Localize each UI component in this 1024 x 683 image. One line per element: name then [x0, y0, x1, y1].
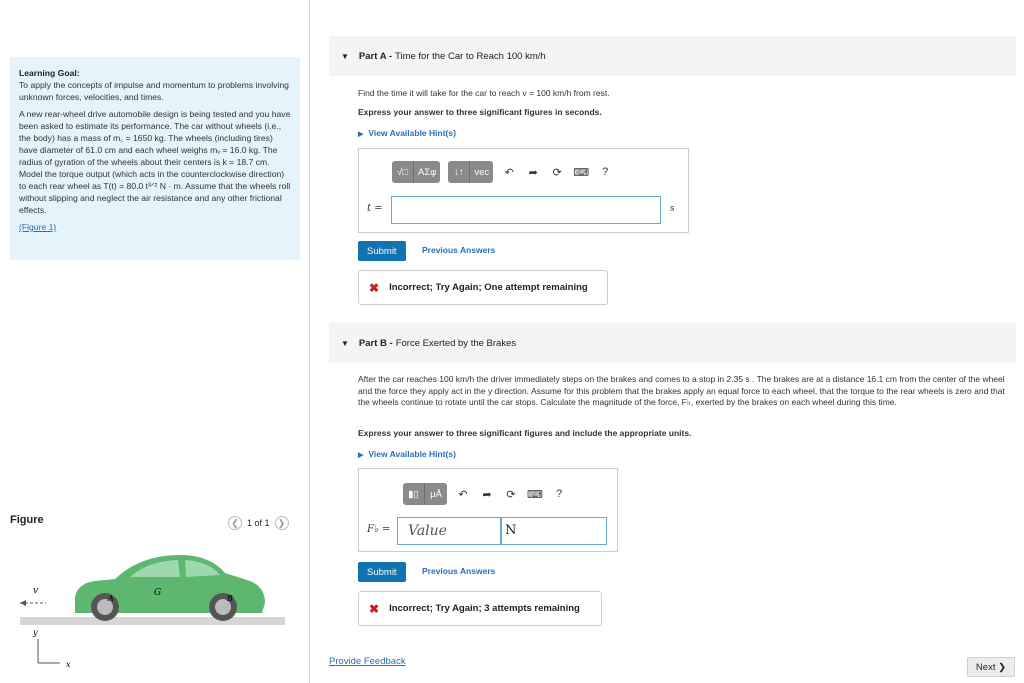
- vec-button[interactable]: vec: [474, 166, 490, 178]
- velocity-arrow: [20, 600, 26, 606]
- part-b-answer-box: [358, 468, 618, 552]
- help-icon[interactable]: ?: [602, 166, 609, 178]
- sort-group: [448, 161, 493, 183]
- goal-intro: To apply the concepts of impulse and momentum to problems involving unknown forces, velocities, and times.: [19, 80, 289, 102]
- part-a-feedback: [358, 270, 608, 305]
- part-a-hint-link[interactable]: [358, 128, 456, 138]
- learning-goal-box: [10, 57, 300, 260]
- sort-button[interactable]: ↓↑: [448, 161, 470, 183]
- part-b-title: Force Exerted by the Brakes: [395, 337, 517, 349]
- part-a-var-label: t =: [367, 203, 383, 214]
- part-b-submit-button[interactable]: Submit: [358, 562, 406, 582]
- undo-icon[interactable]: ↶: [458, 488, 468, 501]
- reset-icon[interactable]: ⟳: [552, 166, 562, 179]
- math-template-group: [392, 161, 440, 183]
- part-a-question: Find the time it will take for the car to reach v = 100 km/h from rest.: [358, 88, 610, 98]
- part-a-hint-label: View Available Hint(s): [368, 128, 456, 138]
- hint-arrow-icon: ▶: [358, 131, 364, 138]
- ground: [20, 617, 285, 625]
- redo-icon[interactable]: ➦: [482, 488, 492, 501]
- part-b-feedback: [358, 591, 602, 626]
- part-b-header[interactable]: [329, 323, 1016, 363]
- part-b-hint-label: View Available Hint(s): [368, 449, 456, 459]
- keyboard-icon[interactable]: ⌨: [527, 488, 543, 501]
- right-panel: [311, 0, 1024, 683]
- part-a-answer-input[interactable]: [391, 196, 661, 224]
- part-a-unit: s: [670, 204, 675, 214]
- next-figure-button[interactable]: ❯: [275, 516, 289, 530]
- keyboard-icon[interactable]: ⌨: [573, 166, 590, 179]
- figure-pager: [228, 516, 289, 530]
- prev-figure-button[interactable]: ❮: [228, 516, 242, 530]
- part-b-question: After the car reaches 100 km/h the driver immediately steps on the brakes and comes to a stop in 2.35 s . The brakes are at a distance 16.1 cm from the center of the wheel and the force they apply act in the y direction. Assume for this problem that the brakes apply an equal force to each wheel, that the torque to the rear wheels is zero and that the wheels continue to rotate until the car stops. Calculate the magnitude of the force, F♭, exerted by the brakes on each wheel during this time.: [358, 374, 1005, 407]
- part-b-toolbar: [403, 483, 567, 505]
- incorrect-icon: ✖: [369, 601, 380, 616]
- template-button[interactable]: √□: [392, 161, 414, 183]
- part-a-title: Time for the Car to Reach 100 km/h: [395, 50, 546, 62]
- part-b-hint-link[interactable]: [358, 449, 456, 459]
- reset-icon[interactable]: ⟳: [506, 488, 516, 501]
- pager-text: 1 of 1: [247, 518, 270, 528]
- part-a-header[interactable]: [329, 36, 1016, 76]
- incorrect-icon: ✖: [369, 280, 380, 295]
- label-x: x: [66, 660, 71, 669]
- template-button[interactable]: ▮▯: [403, 483, 425, 505]
- label-G: G: [154, 588, 162, 598]
- label-v: v: [33, 586, 39, 596]
- provide-feedback-link[interactable]: Provide Feedback: [329, 656, 406, 667]
- part-b-label: Part B -: [358, 337, 393, 349]
- goal-body: A new rear-wheel drive automobile design is being tested and you have been asked to estimate its performance. The car without wheels (i.e., the body) has a mass of m꜀ = 1650 kg. The wheels (including tires) have diameter of 61.0 cm and each wheel weighs mᵥ = 16.0 kg. The radius of gyration of the wheels about their centers is k = 18.7 cm. Model the torque output (which acts in the counterclockwise direction) to each rear wheel as T(t) = 80.0 t³ᐟ² N · m. Assume that the wheels roll without slipping and neglect the air resistance and any other frictional effects.: [19, 109, 291, 215]
- part-a-previous-answers[interactable]: Previous Answers: [422, 245, 496, 255]
- redo-icon[interactable]: ➦: [528, 166, 538, 179]
- label-A: A: [108, 594, 114, 603]
- part-b-previous-answers[interactable]: Previous Answers: [422, 566, 496, 576]
- units-template-group: [403, 483, 447, 505]
- collapse-icon: ▼: [341, 338, 349, 348]
- next-button[interactable]: Next ❯: [967, 657, 1015, 677]
- car-figure: [20, 545, 290, 675]
- goal-heading: Learning Goal:: [19, 68, 80, 78]
- part-a-instruction: Express your answer to three significant figures in seconds.: [358, 107, 602, 117]
- part-a-label: Part A -: [358, 50, 393, 62]
- part-b-unit-input[interactable]: N: [501, 517, 607, 545]
- hint-arrow-icon: ▶: [358, 452, 364, 459]
- part-a-feedback-text: Incorrect; Try Again; One attempt remaining: [389, 282, 588, 293]
- figure-title: Figure: [10, 514, 44, 526]
- left-panel: [0, 0, 310, 683]
- greek-symbols-button[interactable]: ΑΣφ: [418, 166, 437, 178]
- part-a-answer-box: [358, 148, 689, 233]
- part-b-feedback-text: Incorrect; Try Again; 3 attempts remaining: [389, 603, 580, 614]
- part-b-instruction: Express your answer to three significant figures and include the appropriate units.: [358, 428, 692, 438]
- part-b-var-label: F♭ =: [367, 524, 391, 535]
- label-y: y: [33, 628, 38, 637]
- figure-link[interactable]: (Figure 1): [19, 222, 57, 232]
- help-icon[interactable]: ?: [555, 488, 563, 500]
- part-a-toolbar: [392, 161, 613, 183]
- part-b-value-input[interactable]: Value: [397, 517, 501, 545]
- label-B: B: [227, 594, 233, 603]
- part-a-submit-button[interactable]: Submit: [358, 241, 406, 261]
- units-button[interactable]: μÅ: [430, 488, 442, 500]
- collapse-icon: ▼: [341, 51, 349, 61]
- undo-icon[interactable]: ↶: [504, 166, 514, 179]
